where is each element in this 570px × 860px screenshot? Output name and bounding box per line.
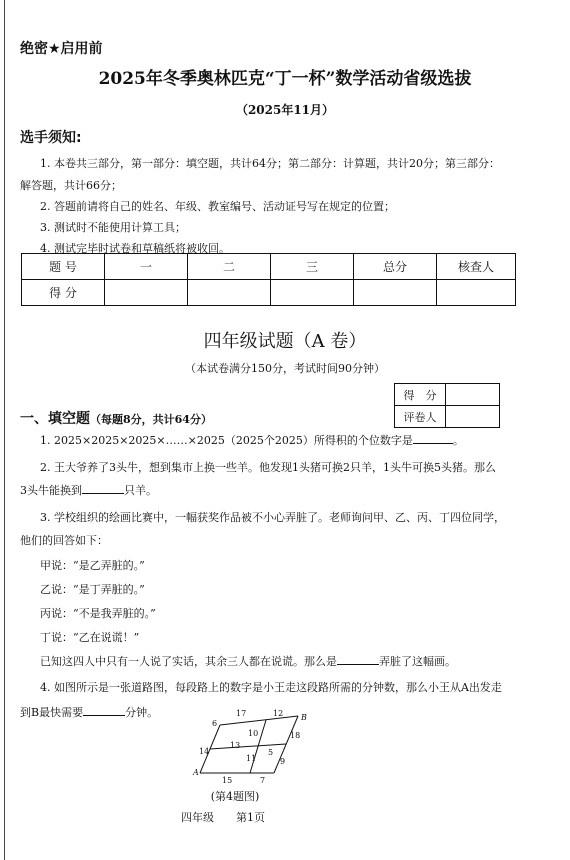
answer-blank[interactable] (337, 654, 379, 665)
question-4-line1: 4. 如图所示是一张道路图，每段路上的数字是小王走这段路所需的分钟数，那么小王从A出发走 (40, 681, 502, 694)
score-header-cell: 一 (105, 254, 188, 280)
question-4-line2 (20, 704, 158, 720)
question-3-line2: 他们的回答如下： (20, 534, 108, 547)
figure-caption: (第4题图) (210, 790, 260, 803)
question-3-line1: 3. 学校组织的绘画比赛中，一幅获奖作品被不小心弄脏了。老师询问甲、乙、丙、丁四位同学， (40, 511, 505, 524)
point-b-label: B (301, 713, 307, 722)
score-row-label: 得 分 (22, 280, 105, 306)
point-a-label: A (193, 768, 199, 777)
question-text: 1. 2025×2025×2025×……×2025（2025个2025）所得积的个位数字是 (40, 434, 413, 447)
question-2-line1: 2. 王大爷养了3头牛，想到集市上换一些羊。他发现1头猪可换2只羊，1头牛可换5头猪。那么 (40, 461, 496, 474)
answer-blank[interactable] (83, 705, 125, 716)
question-1 (40, 432, 464, 448)
exam-subtitle: （本试卷满分150分，考试时间90分钟） (185, 362, 385, 375)
edge-label: 10 (248, 729, 259, 738)
statement-bing: 丙说：“不是我弄脏的。” (40, 607, 156, 620)
contest-date: （2025年11月） (235, 103, 335, 117)
road-map-figure (190, 706, 320, 786)
answer-blank[interactable] (413, 433, 453, 444)
score-header-cell: 二 (188, 254, 271, 280)
question-text: 3头牛能换到 (20, 484, 82, 497)
score-header-cell: 总分 (354, 254, 437, 280)
question-2-line2 (20, 482, 157, 498)
edge-label: 7 (260, 776, 266, 785)
score-header-cell: 三 (271, 254, 354, 280)
notice-item: 解答题，共计66分； (20, 179, 122, 192)
score-header-cell: 题 号 (22, 254, 105, 280)
score-cell[interactable] (437, 280, 516, 306)
grader-score-cell[interactable] (446, 384, 500, 406)
score-header-cell: 核查人 (437, 254, 516, 280)
confidential-mark: 绝密★启用前 (20, 41, 103, 57)
edge-label: 15 (222, 776, 233, 785)
edge-label: 6 (212, 719, 218, 728)
edge-label: 11 (246, 754, 257, 763)
question-text: 弄脏了这幅画。 (379, 655, 456, 668)
question-text: 。 (452, 434, 464, 447)
score-table (21, 253, 516, 306)
answer-blank[interactable] (82, 483, 124, 494)
edge-label: 14 (199, 747, 210, 756)
edge-label: 18 (290, 731, 301, 740)
score-cell[interactable] (271, 280, 354, 306)
edge-label: 13 (230, 741, 241, 750)
question-3-conclusion (40, 653, 456, 669)
question-text: 分钟。 (125, 706, 159, 719)
exam-title: 四年级试题（A 卷） (203, 331, 367, 352)
edge-label: 5 (268, 748, 274, 757)
question-text: 到B最快需要 (20, 706, 84, 719)
question-text: 只羊。 (124, 484, 157, 497)
section-heading (20, 408, 212, 428)
notice-item: 4. 测试完毕时试卷和草稿纸将被收回。 (40, 242, 230, 255)
question-text: 已知这四人中只有一人说了实话，其余三人都在说谎。那么是 (40, 655, 337, 668)
edge-label: 12 (273, 709, 284, 718)
grader-table (394, 383, 500, 428)
section-title: 一、填空题 (20, 411, 90, 427)
page-number: 第1页 (236, 811, 265, 824)
score-cell[interactable] (188, 280, 271, 306)
edge-label: 17 (236, 709, 247, 718)
statement-ding: 丁说：“乙在说谎！” (40, 631, 140, 644)
notice-item: 3. 测试时不能使用计算工具； (40, 221, 186, 234)
edge-label: 9 (280, 757, 286, 766)
notice-item: 2. 答题前请将自己的姓名、年级、教室编号、活动证号写在规定的位置； (40, 200, 395, 213)
notice-heading: 选手须知: (20, 130, 82, 146)
grader-name-label: 评卷人 (395, 406, 446, 428)
road-segment (220, 716, 298, 725)
footer-grade: 四年级 (181, 811, 214, 824)
binding-margin-rule (4, 0, 5, 860)
grader-name-cell[interactable] (446, 406, 500, 428)
road-segment (210, 744, 286, 749)
score-cell[interactable] (354, 280, 437, 306)
contest-title: 2025年冬季奥林匹克“丁一杯”数学活动省级选拔 (98, 69, 472, 89)
statement-jia: 甲说：“是乙弄脏的。” (40, 559, 145, 572)
section-note: （每题8分，共计64分） (90, 413, 212, 426)
statement-yi: 乙说：“是丁弄脏的。” (40, 583, 145, 596)
grader-score-label: 得 分 (395, 384, 446, 406)
score-cell[interactable] (105, 280, 188, 306)
notice-item: 1. 本卷共三部分，第一部分：填空题，共计64分；第二部分：计算题，共计20分；第三部分： (40, 157, 500, 170)
